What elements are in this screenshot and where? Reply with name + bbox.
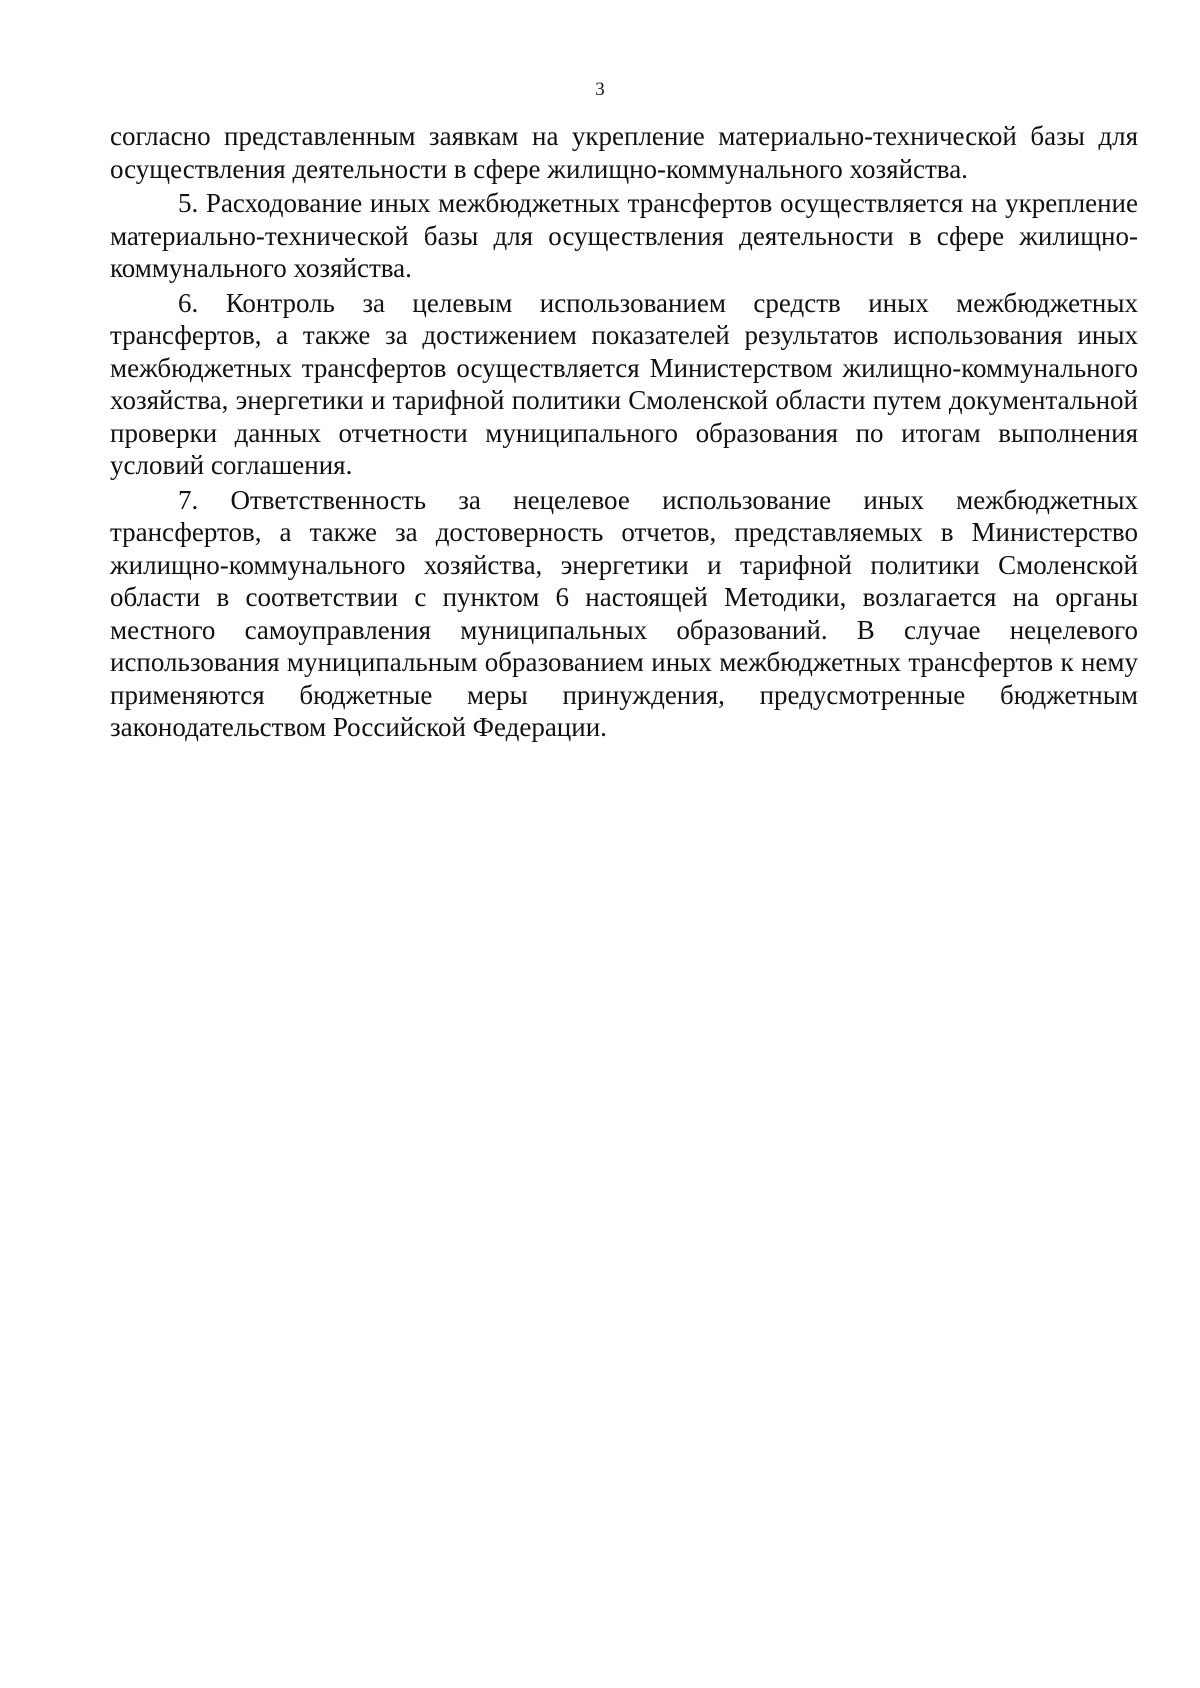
paragraph-item-6: 6. Контроль за целевым использованием средств иных межбюджетных трансфертов, а также за достижением показателей результатов использования иных межбюджетных трансфертов осуществляется Министерством жилищно-коммунального хозяйства, энергетики и тарифной политики Смоленской области путем документальной проверки данных отчетности муниципального образования по итогам выполнения условий соглашения. (110, 287, 1138, 480)
paragraph-item-5: 5. Расходование иных межбюджетных трансфертов осуществляется на укрепление материально-технической базы для осуществления деятельности в сфере жилищно-коммунального хозяйства. (110, 188, 1138, 283)
paragraph-continuation: согласно представленным заявкам на укрепление материально-технической базы для осуществления деятельности в сфере жилищно-коммунального хозяйства. (110, 121, 1138, 184)
document-body (110, 120, 1138, 744)
page-number: 3 (595, 79, 605, 100)
paragraph-item-7: 7. Ответственность за нецелевое использование иных межбюджетных трансфертов, а также за достоверность отчетов, представляемых в Министерство жилищно-коммунального хозяйства, энергетики и тарифной политики Смоленской области в соответствии с пунктом 6 настоящей Методики, возлагается на органы местного самоуправления муниципальных образований. В случае нецелевого использования муниципальным образованием иных межбюджетных трансфертов к нему применяются бюджетные меры принуждения, предусмотренные бюджетным законодательством Российской Федерации. (110, 484, 1138, 742)
